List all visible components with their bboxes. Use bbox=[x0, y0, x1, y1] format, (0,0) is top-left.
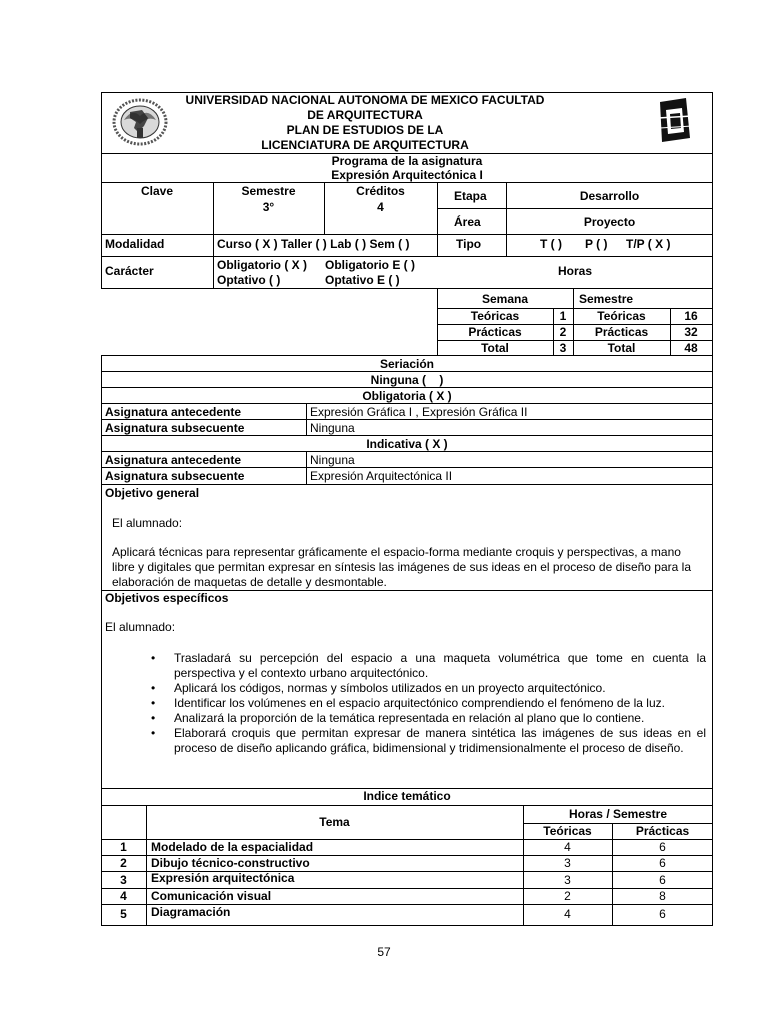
header-title-line4: LICENCIATURA DE ARQUITECTURA bbox=[261, 138, 469, 152]
horas-label: Horas bbox=[557, 264, 592, 278]
seriacion-ninguna: Ninguna ( ) bbox=[370, 373, 444, 387]
faculty-logo bbox=[656, 98, 694, 144]
objetivos-especificos-intro: El alumnado: bbox=[105, 620, 176, 634]
header-title-line3: PLAN DE ESTUDIOS DE LA bbox=[286, 123, 444, 137]
practicas-header: Prácticas bbox=[635, 824, 690, 838]
list-item: • Aplicará los códigos, normas y símbolos utilizados en un proyecto arquitectónico. bbox=[148, 681, 706, 696]
objetivo-general-intro: El alumnado: bbox=[112, 516, 183, 530]
ind-subsecuente-label: Asignatura subsecuente bbox=[105, 469, 245, 483]
indice-title: Indice temático bbox=[363, 789, 451, 803]
tipo-tp: T/P ( X ) bbox=[626, 237, 671, 251]
etapa-value: Desarrollo bbox=[579, 189, 640, 203]
seriacion-obligatoria: Obligatoria ( X ) bbox=[362, 389, 452, 403]
modalidad-label: Modalidad bbox=[105, 237, 165, 251]
program-title-line2: Expresión Arquitectónica I bbox=[331, 168, 483, 182]
tipo-p: P ( ) bbox=[585, 237, 608, 251]
caracter-obligatorio: Obligatorio ( X ) bbox=[217, 258, 307, 272]
hours-semestre-label: Semestre bbox=[579, 292, 634, 306]
list-item: • Trasladará su percepción del espacio a una maqueta volumétrica que tome en cuenta la perspectiva y el contexto urbano arquitectónico. bbox=[148, 651, 706, 681]
seriacion-indicativa: Indicativa ( X ) bbox=[366, 437, 448, 451]
horas-semestre-header: Horas / Semestre bbox=[568, 807, 668, 821]
tipo-t: T ( ) bbox=[540, 237, 562, 251]
page-number: 57 bbox=[377, 945, 391, 959]
program-title-line1: Programa de la asignatura bbox=[331, 154, 483, 168]
ind-antecedente-value: Ninguna bbox=[310, 453, 355, 467]
list-item: • Elaborará croquis que permitan expresar de manera sintética las imágenes de sus ideas en el proceso de diseño aplicando gráfica, bidimensional y tridimensionalmente el proceso de diseño. bbox=[148, 726, 706, 756]
objetivos-especificos-title: Objetivos específicos bbox=[105, 591, 229, 605]
tipo-label: Tipo bbox=[456, 237, 482, 251]
obl-antecedente-value: Expresión Gráfica I , Expresión Gráfica II bbox=[310, 405, 528, 419]
tema-header: Tema bbox=[319, 815, 350, 829]
creditos-value: 4 bbox=[377, 200, 384, 214]
caracter-optativo: Optativo ( ) bbox=[217, 273, 281, 287]
list-item: • Identificar los volúmenes en el espacio arquitectónico comprendiendo el fenómeno de la luz. bbox=[148, 696, 706, 711]
obl-subsecuente-label: Asignatura subsecuente bbox=[105, 421, 245, 435]
modalidad-value: Curso ( X ) Taller ( ) Lab ( ) Sem ( ) bbox=[217, 237, 410, 251]
seriacion-title: Seriación bbox=[379, 357, 435, 371]
obl-antecedente-label: Asignatura antecedente bbox=[105, 405, 242, 419]
semana-label: Semana bbox=[481, 292, 529, 306]
list-item: • Analizará la proporción de la temática representada en relación al plano que lo contiene. bbox=[148, 711, 706, 726]
area-label: Área bbox=[454, 215, 481, 229]
creditos-label: Créditos bbox=[356, 184, 405, 198]
area-value: Proyecto bbox=[583, 215, 636, 229]
etapa-label: Etapa bbox=[454, 189, 487, 203]
caracter-obligatorio-e: Obligatorio E ( ) bbox=[325, 258, 415, 272]
teoricas-header: Teóricas bbox=[543, 824, 592, 838]
header-title-line1: UNIVERSIDAD NACIONAL AUTONOMA DE MEXICO FACULTAD bbox=[185, 93, 545, 107]
semestre-label: Semestre bbox=[241, 184, 296, 198]
ind-antecedente-label: Asignatura antecedente bbox=[105, 453, 242, 467]
semestre-value: 3° bbox=[262, 200, 275, 214]
objetivos-list bbox=[148, 651, 706, 756]
clave-label: Clave bbox=[140, 184, 174, 198]
caracter-optativo-e: Optativo E ( ) bbox=[325, 273, 400, 287]
header-title-line2: DE ARQUITECTURA bbox=[307, 108, 423, 122]
objetivo-general-title: Objetivo general bbox=[105, 486, 200, 500]
obl-subsecuente-value: Ninguna bbox=[310, 421, 355, 435]
objetivo-general-text: Aplicará técnicas para representar gráficamente el espacio-forma mediante croquis y perspectivas, a mano libre y digitales que permitan expresar en síntesis las imágenes de sus ideas en el proceso de diseño para la elaboración de maquetas de detalle y desmontable. bbox=[112, 545, 691, 589]
caracter-label: Carácter bbox=[105, 264, 154, 278]
ind-subsecuente-value: Expresión Arquitectónica II bbox=[310, 469, 453, 483]
